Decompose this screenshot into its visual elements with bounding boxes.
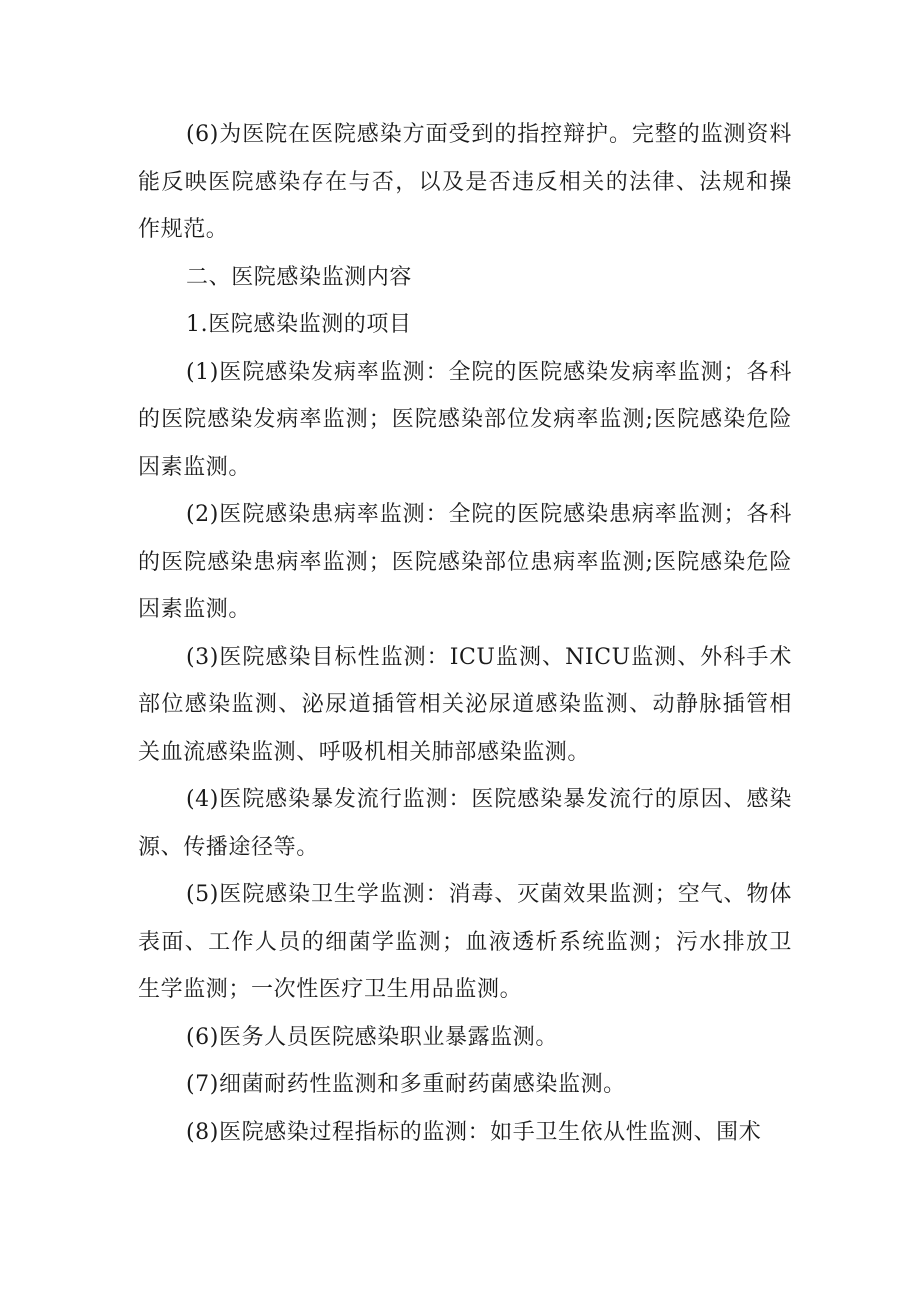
- paragraph-item-5: (5)医院感染卫生学监测：消毒、灭菌效果监测；空气、物体表面、工作人员的细菌学监测；血液透析系统监测；污水排放卫生学监测；一次性医疗卫生用品监测。: [138, 882, 792, 1002]
- paragraph-item-1: (1)医院感染发病率监测：全院的医院感染发病率监测；各科的医院感染发病率监测；医院感染部位发病率监测;医院感染危险因素监测。: [138, 359, 792, 480]
- subsection-heading-monitoring-items: 1.医院感染监测的项目: [186, 312, 412, 337]
- paragraph-item-2: (2)医院感染患病率监测：全院的医院感染患病率监测；各科的医院感染患病率监测；医院感染部位患病率监测;医院感染危险因素监测。: [138, 502, 792, 622]
- document-body: [138, 111, 792, 1156]
- paragraph-item-6: (6)医务人员医院感染职业暴露监测。: [186, 1024, 558, 1050]
- paragraph-item-3: (3)医院感染目标性监测：ICU监测、NICU监测、外科手术部位感染监测、泌尿道插管相关泌尿道感染监测、动静脉插管相关血流感染监测、呼吸机相关肺部感染监测。: [138, 644, 792, 765]
- paragraph-item-7: (7)细菌耐药性监测和多重耐药菌感染监测。: [186, 1072, 626, 1097]
- paragraph-item-4: (4)医院感染暴发流行监测：医院感染暴发流行的原因、感染源、传播途径等。: [138, 787, 792, 860]
- paragraph-purpose-6: (6)为医院在医院感染方面受到的指控辩护。完整的监测资料能反映医院感染存在与否，以及是否违反相关的法律、法规和操作规范。: [138, 122, 792, 242]
- section-heading-monitoring-content: 二、医院感染监测内容: [186, 264, 413, 290]
- paragraph-item-8: (8)医院感染过程指标的监测：如手卫生依从性监测、围术: [186, 1119, 762, 1145]
